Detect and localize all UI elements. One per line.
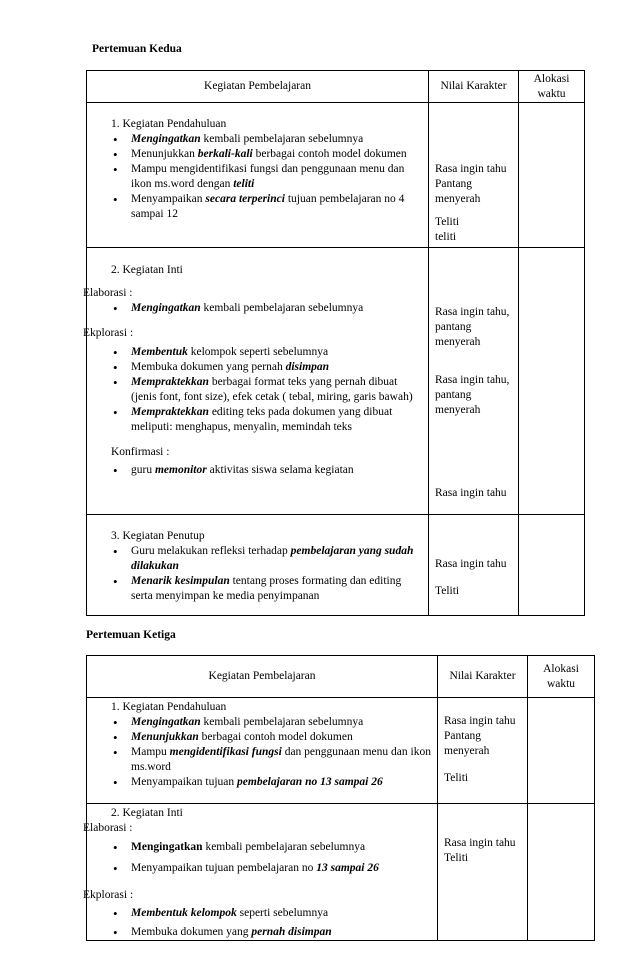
inti-cell [83, 804, 438, 941]
list-item: • Guru melakukan refleksi terhadap pembelajaran yang sudah dilakukan [87, 544, 428, 574]
inti-nilai: Rasa ingin tahu Teliti [438, 804, 528, 941]
inti-nilai: Rasa ingin tahu, pantang menyerah Rasa ingin tahu, pantang menyerah Rasa ingin tahu [429, 248, 519, 515]
pendahuluan-heading: 1. Kegiatan Pendahuluan [111, 118, 227, 130]
header-nilai: Nilai Karakter [429, 71, 519, 103]
list-item: • Mampu mengidentifikasi fungsi dan penggunaan menu dan ikon ms.word [87, 745, 437, 775]
inti-heading: 2. Kegiatan Inti [111, 264, 183, 276]
list-item: • Mampu mengidentifikasi fungsi dan penggunaan menu dan ikon ms.word dengan teliti [87, 162, 428, 192]
penutup-nilai: Rasa ingin tahu Teliti [429, 515, 519, 616]
list-item: • Mempraktekkan editing teks pada dokumen yang dibuat meliputi: menghapus, menyalin, memindah teks [87, 405, 428, 435]
list-item: • Menunjukkan berbagai contoh model dokumen [87, 730, 437, 745]
pendahuluan-cell [87, 103, 429, 248]
inti-alokasi [519, 248, 585, 515]
elaborasi-label: Elaborasi : [83, 287, 133, 299]
pendahuluan-list [87, 715, 437, 790]
konfirmasi-label: Konfirmasi : [111, 446, 170, 458]
list-item: • Menyampaikan tujuan pembelajaran no 13 sampai 26 [87, 861, 437, 876]
list-item: • Menunjukkan berkali-kali berbagai contoh model dokumen [87, 147, 428, 162]
header-nilai: Nilai Karakter [438, 656, 528, 698]
elaborasi-label: Elaborasi : [83, 822, 133, 834]
list-item: • Menarik kesimpulan tentang proses formating dan editing serta menyimpan ke media penyimpanan [87, 574, 428, 604]
list-item: • Mempraktekkan berbagai format teks yang pernah dibuat (jenis font, font size), efek cetak ( tebal, miring, garis bawah) [87, 375, 428, 405]
table-ketiga [83, 655, 595, 941]
inti-heading: 2. Kegiatan Inti [111, 807, 183, 819]
eksplorasi-label: Ekplorasi : [83, 889, 134, 901]
list-item: • Menyampaikan tujuan pembelajaran no 13 sampai 26 [87, 775, 437, 790]
penutup-alokasi [519, 515, 585, 616]
section-title-ketiga: Pertemuan Ketiga [86, 629, 176, 641]
list-item: • Mengingatkan kembali pembelajaran sebelumnya [87, 132, 428, 147]
list-item: • Menyampaikan secara terperinci tujuan pembelajaran no 4 sampai 12 [87, 192, 428, 222]
header-kegiatan: Kegiatan Pembelajaran [87, 71, 429, 103]
section-title-kedua: Pertemuan Kedua [92, 43, 182, 55]
penutup-heading: 3. Kegiatan Penutup [111, 530, 205, 542]
list-item: • Membentuk kelompok seperti sebelumnya [87, 345, 428, 360]
eksplorasi-label: Ekplorasi : [83, 327, 134, 339]
inti-alokasi [528, 804, 595, 941]
pendahuluan-alokasi [528, 698, 595, 804]
penutup-list [87, 544, 428, 604]
konfirmasi-list [87, 463, 428, 478]
list-item: • Mengingatkan kembali pembelajaran sebelumnya [87, 715, 437, 730]
eksplorasi-list [87, 345, 428, 435]
eksplorasi-list [87, 906, 437, 940]
pendahuluan-cell [87, 698, 438, 804]
elaborasi-list [87, 840, 437, 876]
pendahuluan-list [87, 132, 428, 222]
list-item: • guru memonitor aktivitas siswa selama kegiatan [87, 463, 428, 478]
list-item: • Mengingatkan kembali pembelajaran sebelumnya [87, 301, 428, 316]
inti-cell [83, 248, 429, 515]
header-alokasi: Alokasi waktu [528, 656, 595, 698]
list-item: • Membuka dokumen yang pernah disimpan [87, 925, 437, 940]
table-kedua [83, 70, 585, 616]
pendahuluan-nilai: Rasa ingin tahu Pantang menyerah Teliti [438, 698, 528, 804]
elaborasi-list [87, 301, 428, 316]
list-item: • Mengingatkan kembali pembelajaran sebelumnya [87, 840, 437, 855]
pendahuluan-heading: 1. Kegiatan Pendahuluan [111, 701, 227, 713]
header-alokasi: Alokasi waktu [519, 71, 585, 103]
pendahuluan-nilai: Rasa ingin tahu Pantang menyerah Teliti teliti [429, 103, 519, 248]
header-kegiatan: Kegiatan Pembelajaran [87, 656, 438, 698]
list-item: • Membuka dokumen yang pernah disimpan [87, 360, 428, 375]
penutup-cell [87, 515, 429, 616]
pendahuluan-alokasi [519, 103, 585, 248]
list-item: • Membentuk kelompok seperti sebelumnya [87, 906, 437, 921]
